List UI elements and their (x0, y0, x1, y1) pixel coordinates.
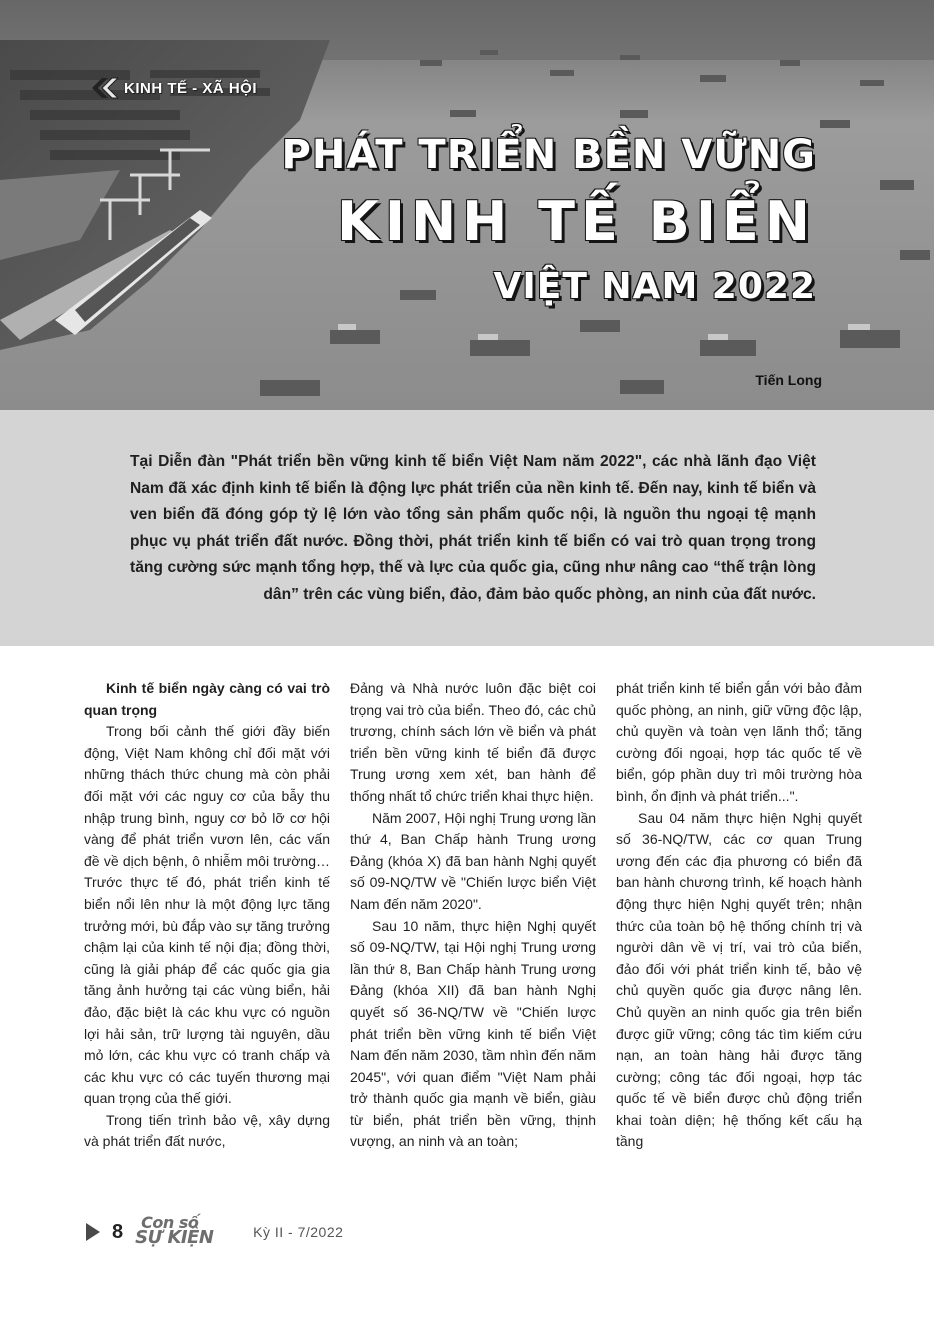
body-column-1 (84, 678, 330, 1153)
body-column-2 (350, 678, 596, 1153)
magazine-logo-line-1: Con số (141, 1213, 199, 1232)
body-paragraph: Đảng và Nhà nước luôn đặc biệt coi trọng vai trò của biển. Theo đó, các chủ trương, chính sách lớn về biển và phát triển bền vững kinh tế biển đã được Trung ương xem xét, ban hành để thống nhất tổ chức triển khai thực hiện. (350, 680, 596, 804)
body-paragraph: Trong tiến trình bảo vệ, xây dựng và phát triển đất nước, (84, 1111, 330, 1150)
body-paragraph: phát triển kinh tế biển gắn với bảo đảm quốc phòng, an ninh, giữ vững độc lập, chủ quyền và toàn vẹn lãnh thổ; tăng cường đối ngoại, hợp tác quốc tế về biển, góp phần duy trì môi trường hòa bình, ổn định và phát triển...". (616, 680, 862, 804)
chevron-left-icon (88, 76, 118, 100)
body-paragraph: Năm 2007, Hội nghị Trung ương lần thứ 4, Ban Chấp hành Trung ương Đảng (khóa X) đã ban hành Nghị quyết số 09-NQ/TW về "Chiến lược biển Việt Nam đến năm 2020". (350, 809, 597, 912)
hero-banner (0, 0, 934, 410)
body-column-3 (616, 678, 862, 1153)
author-byline: Tiến Long (755, 372, 822, 388)
headline-line-2: KINH TẾ BIỂN (337, 190, 816, 253)
issue-label: Kỳ II - 7/2022 (253, 1224, 344, 1240)
page-footer (86, 1213, 344, 1248)
page-number: 8 (112, 1220, 124, 1243)
magazine-logo-line-2: SỰ KIỆN (135, 1227, 214, 1248)
lead-paragraph: Tại Diễn đàn "Phát triển bền vững kinh tế biển Việt Nam năm 2022", các nhà lãnh đạo Việt Nam đã xác định kinh tế biển là động lực phát triển của nền kinh tế. Đến nay, kinh tế biển và ven biển đã đóng góp tỷ lệ lớn vào tổng sản phẩm quốc nội, là nguồn thu ngoại tệ mạnh phục vụ phát triển đất nước. Đồng thời, phát triển kinh tế biển có vai trò quan trọng trong tăng cường sức mạnh tổng hợp, thế và lực của quốc gia, cũng như nâng cao “thế trận lòng dân” trên các vùng biển, đảo, đảm bảo quốc phòng, an ninh của đất nước. (130, 453, 816, 603)
body-paragraph: Sau 10 năm, thực hiện Nghị quyết số 09-NQ/TW, tại Hội nghị Trung ương lần thứ 8, Ban Chấp hành Trung ương Đảng (khóa XII) đã ban hành Nghị quyết số 36-NQ/TW về "Chiến lược phát triển bền vững kinh tế biển Việt Nam đến năm 2030, tầm nhìn đến năm 2045", với quan điểm "Việt Nam phải trở thành quốc gia mạnh về biển, giàu từ biển, phát triển bền vững, thịnh vượng, an ninh và an toàn; (350, 917, 596, 1150)
body-paragraph: Trong bối cảnh thế giới đầy biến động, Việt Nam không chỉ đối mặt với những thách thức chung mà còn phải đối mặt với các nguy cơ của bẫy thu nhập trung bình, nguy cơ bỏ lỡ cơ hội vàng để phát triển vươn lên, các vấn đề về dịch bệnh, ô nhiễm môi trường… Trước thực tế đó, phát triển kinh tế biển nổi lên như là một động lực tăng trưởng mới, bù đắp vào sự tăng trưởng chậm lại của kinh tế nội địa; đồng thời, cũng là giải pháp để các quốc gia gia tăng ảnh hưởng tại các vùng biển, hải đảo, đặc biệt là các khu vực có nguồn lợi hải sản, trữ lượng tài nguyên, dầu mỏ lớn, các khu vực có tranh chấp và các khu vực có các tuyến thương mại quan trọng của thế giới. (84, 723, 330, 1107)
arrow-right-icon (86, 1223, 100, 1241)
section-label (88, 76, 257, 100)
section-title: KINH TẾ - XÃ HỘI (124, 79, 258, 97)
magazine-logo (135, 1213, 247, 1248)
headline-line-3: VIỆT NAM 2022 (493, 266, 816, 307)
headline-line-1: PHÁT TRIỂN BỀN VỮNG (281, 132, 816, 178)
section-subheading: Kinh tế biển ngày càng có vai trò quan trọng (84, 680, 330, 718)
body-paragraph: Sau 04 năm thực hiện Nghị quyết số 36-NQ/TW, các cơ quan Trung ương đến các địa phương có biển đã ban hành chương trình, kế hoạch hành động thực hiện Nghị quyết trên; nhận thức của toàn bộ hệ thống chính trị và người dân về vị trí, vai trò của biển, đảo đối với phát triển kinh tế, bảo vệ chủ quyền quốc gia được nâng lên. Chủ quyền an ninh quốc gia trên biển được giữ vững; công tác tìm kiếm cứu nạn, an toàn hàng hải được tăng cường; công tác đối ngoại, hợp tác quốc tế về biển được chủ động triển khai toàn diện; hệ thống kết cấu hạ tầng (616, 809, 862, 1150)
